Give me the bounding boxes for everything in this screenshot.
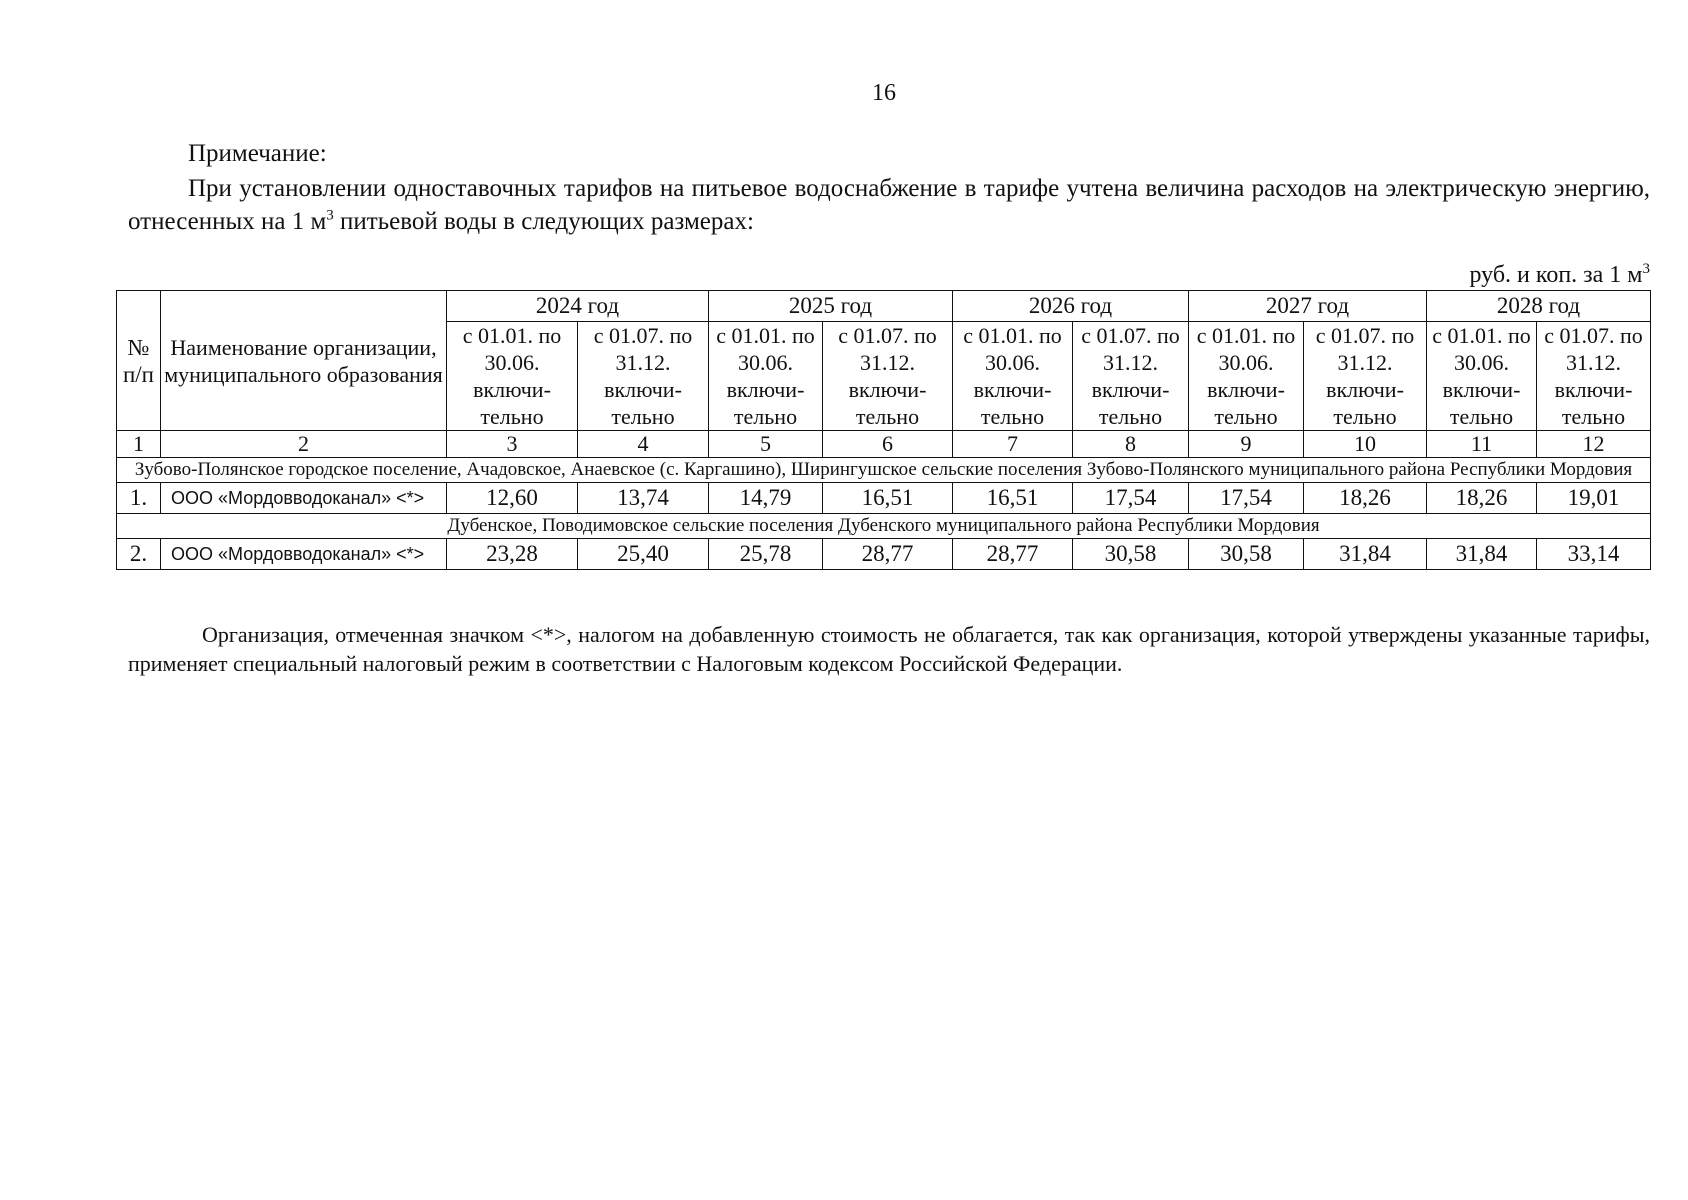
tariff-value: 23,28 [447,539,578,570]
header-period-second: с 01.07. по 31.12. включи-тельно [1304,322,1427,431]
tariff-value: 30,58 [1073,539,1189,570]
tariff-value: 12,60 [447,483,578,514]
column-index-row [117,431,1651,458]
table-row [117,539,1651,570]
tariff-value: 31,84 [1304,539,1427,570]
tariff-value: 18,26 [1304,483,1427,514]
units-text: руб. и коп. за 1 м [1469,262,1643,288]
header-year-2024: 2024 год [447,291,709,322]
header-period-first: с 01.01. по 30.06. включи-тельно [1427,322,1537,431]
header-year-2027: 2027 год [1189,291,1427,322]
column-index: 10 [1304,431,1427,458]
header-period-second: с 01.07. по 31.12. включи-тельно [823,322,953,431]
header-period-first: с 01.01. по 30.06. включи-тельно [709,322,823,431]
tariff-value: 19,01 [1537,483,1651,514]
section-row-1 [117,458,1651,483]
note-text-after: питьевой воды в следующих размерах: [333,208,754,235]
column-index: 12 [1537,431,1651,458]
column-index: 9 [1189,431,1304,458]
row-number: 2. [117,539,161,570]
tariff-value: 28,77 [823,539,953,570]
column-index: 4 [578,431,709,458]
header-period-second: с 01.07. по 31.12. включи-тельно [578,322,709,431]
section-row-2 [117,514,1651,539]
note-superscript: 3 [326,207,334,224]
section-title: Зубово-Полянское городское поселение, Ачадовское, Анаевское (с. Каргашино), Ширингушское сельские поселения Зубово-Полянского муниципального района Республики Мордовия [117,458,1651,483]
tariff-table [116,290,1651,570]
column-index: 8 [1073,431,1189,458]
header-period-second: с 01.07. по 31.12. включи-тельно [1073,322,1189,431]
units-label [1469,262,1650,289]
header-year-2028: 2028 год [1427,291,1651,322]
column-index: 6 [823,431,953,458]
header-name: Наименование организации, муниципального образования [161,291,447,431]
header-period-first: с 01.01. по 30.06. включи-тельно [953,322,1073,431]
tariff-value: 17,54 [1189,483,1304,514]
header-year-2026: 2026 год [953,291,1189,322]
tariff-value: 28,77 [953,539,1073,570]
tariff-value: 31,84 [1427,539,1537,570]
header-num: № п/п [117,291,161,431]
page-number: 16 [872,80,896,106]
header-period-second: с 01.07. по 31.12. включи-тельно [1537,322,1651,431]
header-year-2025: 2025 год [709,291,953,322]
tariff-value: 18,26 [1427,483,1537,514]
header-period-first: с 01.01. по 30.06. включи-тельно [447,322,578,431]
row-number: 1. [117,483,161,514]
column-index: 3 [447,431,578,458]
header-period-first: с 01.01. по 30.06. включи-тельно [1189,322,1304,431]
tariff-value: 25,40 [578,539,709,570]
tariff-value: 14,79 [709,483,823,514]
column-index: 7 [953,431,1073,458]
column-index: 5 [709,431,823,458]
column-index: 2 [161,431,447,458]
tariff-value: 13,74 [578,483,709,514]
organization-name: ООО «Мордовводоканал» <*> [161,483,447,514]
footnote: Организация, отмеченная значком <*>, налогом на добавленную стоимость не облагается, так как организация, которой утверждены указанные тарифы, применяет специальный налоговый режим в соответствии с Налоговым кодексом Российской Федерации. [128,622,1650,676]
column-index: 1 [117,431,161,458]
tariff-value: 16,51 [953,483,1073,514]
tariff-value: 16,51 [823,483,953,514]
note-text [128,172,1650,238]
tariff-value: 17,54 [1073,483,1189,514]
tariff-value: 25,78 [709,539,823,570]
organization-name: ООО «Мордовводоканал» <*> [161,539,447,570]
tariff-value: 33,14 [1537,539,1651,570]
table-row [117,483,1651,514]
note-text-before: При установлении одноставочных тарифов на питьевое водоснабжение в тарифе учтена величина расходов на электрическую энергию, отнесенных на 1 м [128,175,1650,235]
note-label: Примечание: [188,140,327,167]
units-superscript: 3 [1642,261,1650,277]
column-index: 11 [1427,431,1537,458]
tariff-value: 30,58 [1189,539,1304,570]
header-row-years [117,291,1651,322]
section-title: Дубенское, Поводимовское сельские поселения Дубенского муниципального района Республики Мордовия [117,514,1651,539]
